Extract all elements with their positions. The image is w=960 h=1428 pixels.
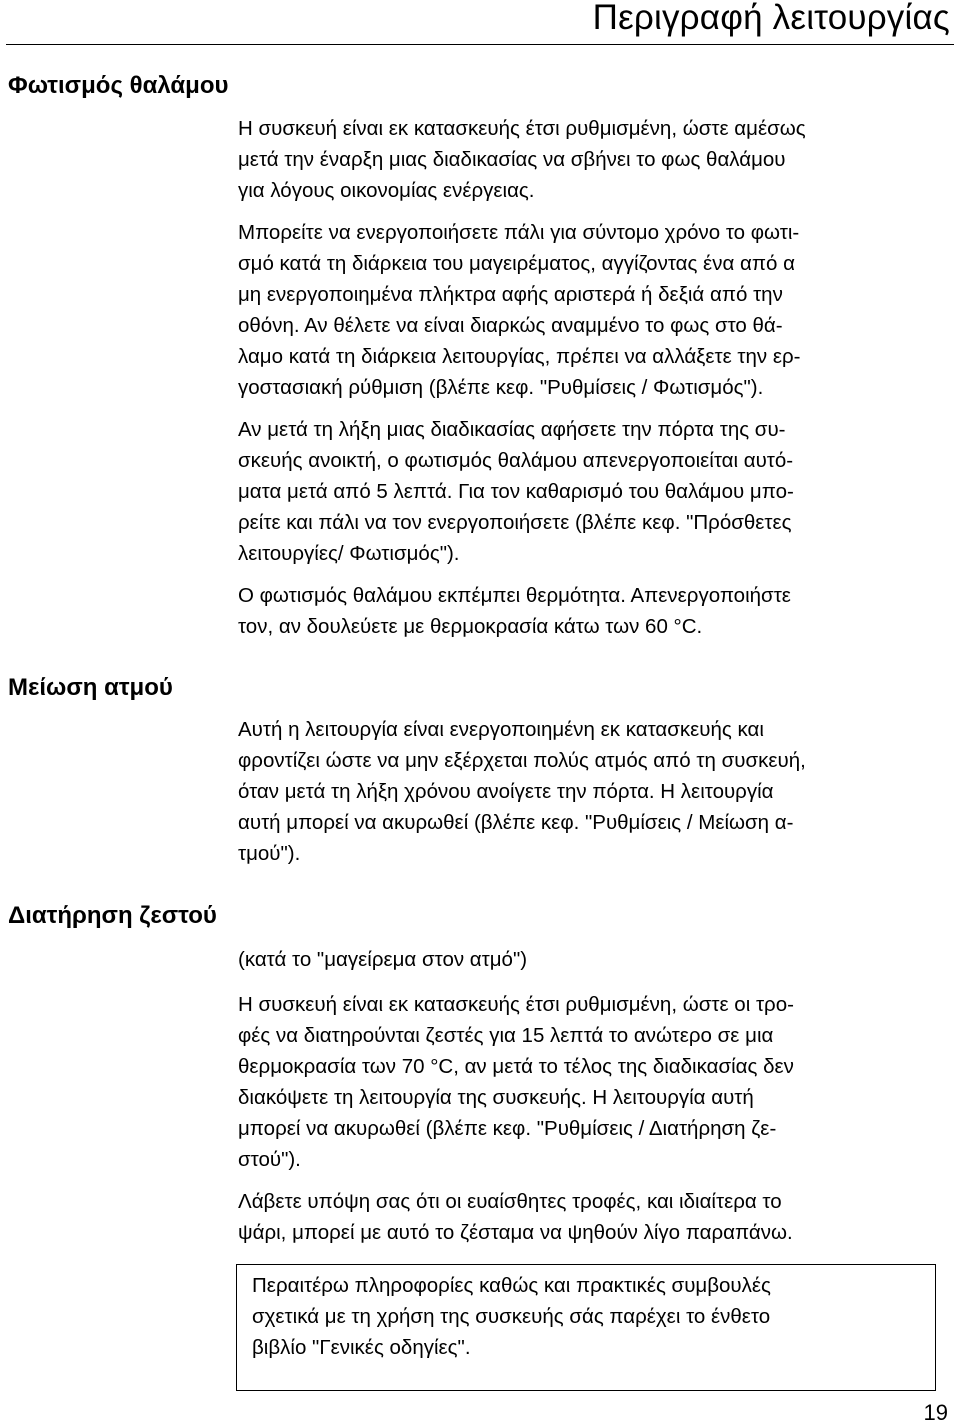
- text-line: Αυτή η λειτουργία είναι ενεργοποιημένη εκ κατασκευής και: [238, 718, 764, 741]
- text-line: μπορεί να ακυρωθεί (βλέπε κεφ. "Ρυθμίσεις / Διατήρηση ζε-: [238, 1117, 777, 1140]
- text-line: λειτουργίες/ Φωτισμός").: [238, 542, 460, 565]
- text-line: ματα μετά από 5 λεπτά. Για τον καθαρισμό του θαλάμου μπο-: [238, 480, 794, 503]
- text-line: Μπορείτε να ενεργοποιήσετε πάλι για σύντομο χρόνο το φωτι-: [238, 221, 800, 244]
- text-line: γοστασιακή ρύθμιση (βλέπε κεφ. "Ρυθμίσεις / Φωτισμός").: [238, 376, 764, 399]
- paragraph: [238, 580, 938, 642]
- text-line: ψάρι, μπορεί με αυτό το ζέσταμα να ψηθούν λίγο παραπάνω.: [238, 1221, 793, 1244]
- section-body-chamber-light: [238, 113, 938, 642]
- text-line: λαμο κατά τη διάρκεια λειτουργίας, πρέπει να αλλάξετε την ερ-: [238, 345, 801, 368]
- text-line: Ο φωτισμός θαλάμου εκπέμπει θερμότητα. Απενεργοποιήστε: [238, 584, 791, 607]
- paragraph: [238, 944, 938, 975]
- text-line: Η συσκευή είναι εκ κατασκευής έτσι ρυθμισμένη, ώστε αμέσως: [238, 117, 806, 140]
- text-line: αυτή μπορεί να ακυρωθεί (βλέπε κεφ. "Ρυθμίσεις / Μείωση α-: [238, 811, 794, 834]
- text-line: στού").: [238, 1148, 301, 1171]
- paragraph: [238, 989, 938, 1175]
- paragraph: [238, 1186, 938, 1248]
- text-line: οθόνη. Αν θέλετε να είναι διαρκώς αναμμένο το φως στο θά-: [238, 314, 783, 337]
- text-line: θερμοκρασία των 70 °C, αν μετά το τέλος της διαδικασίας δεν: [238, 1055, 794, 1078]
- info-box-line: σχετικά με τη χρήση της συσκευής σάς παρέχει το ένθετο: [252, 1305, 771, 1328]
- section-title-keep-warm: Διατήρηση ζεστού: [8, 902, 217, 929]
- paragraph: [238, 217, 938, 403]
- text-line: για λόγους οικονομίας ενέργειας.: [238, 179, 535, 202]
- section-body-keep-warm: [238, 944, 938, 1248]
- text-line: ρείτε και πάλι να τον ενεργοποιήσετε (βλέπε κεφ. "Πρόσθετες: [238, 511, 792, 534]
- text-line: τον, αν δουλεύετε με θερμοκρασία κάτω των 60 °C.: [238, 615, 703, 638]
- paragraph: [238, 414, 938, 569]
- text-line: (κατά το "μαγείρεμα στον ατμό"): [238, 948, 528, 971]
- header-divider: [6, 44, 954, 45]
- text-line: σμό κατά τη διάρκεια του μαγειρέματος, αγγίζοντας ένα από α: [238, 252, 795, 275]
- text-line: διακόψετε τη λειτουργία της συσκευής. Η λειτουργία αυτή: [238, 1086, 754, 1109]
- page-number: 19: [923, 1400, 948, 1425]
- text-line: φές να διατηρούνται ζεστές για 15 λεπτά το ανώτερο σε μια: [238, 1024, 774, 1047]
- section-title-chamber-light: Φωτισμός θαλάμου: [8, 72, 229, 99]
- paragraph: [238, 714, 938, 869]
- paragraph: [238, 113, 938, 206]
- text-line: τμού").: [238, 842, 301, 865]
- text-line: μη ενεργοποιημένα πλήκτρα αφής αριστερά ή δεξιά από την: [238, 283, 783, 306]
- info-box: [236, 1264, 936, 1391]
- section-title-steam-reduction: Μείωση ατμού: [8, 674, 173, 701]
- text-line: φροντίζει ώστε να μην εξέρχεται πολύς ατμός από τη συσκευή,: [238, 749, 806, 772]
- text-line: μετά την έναρξη μιας διαδικασίας να σβήνει το φως θαλάμου: [238, 148, 786, 171]
- info-box-line: βιβλίο "Γενικές οδηγίες".: [252, 1336, 471, 1359]
- section-body-steam-reduction: [238, 714, 938, 869]
- info-box-line: Περαιτέρω πληροφορίες καθώς και πρακτικές συμβουλές: [252, 1274, 771, 1297]
- text-line: Η συσκευή είναι εκ κατασκευής έτσι ρυθμισμένη, ώστε οι τρο-: [238, 993, 794, 1016]
- text-line: όταν μετά τη λήξη χρόνου ανοίγετε την πόρτα. Η λειτουργία: [238, 780, 774, 803]
- text-line: Αν μετά τη λήξη μιας διαδικασίας αφήσετε την πόρτα της συ-: [238, 418, 786, 441]
- text-line: Λάβετε υπόψη σας ότι οι ευαίσθητες τροφές, και ιδιαίτερα το: [238, 1190, 782, 1213]
- page-title: Περιγραφή λειτουργίας: [592, 0, 950, 37]
- text-line: σκευής ανοικτή, ο φωτισμός θαλάμου απενεργοποιείται αυτό-: [238, 449, 794, 472]
